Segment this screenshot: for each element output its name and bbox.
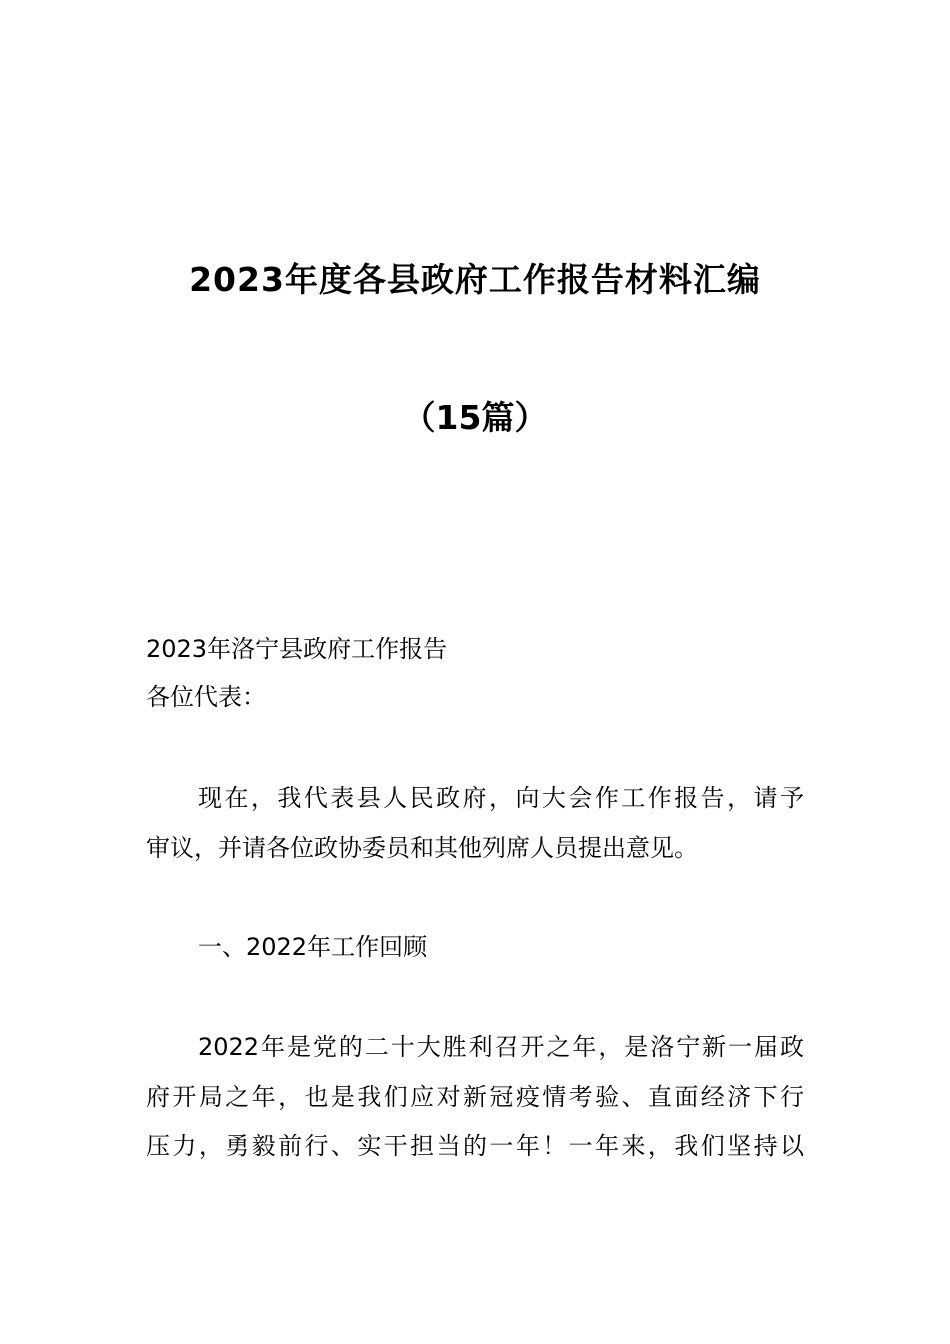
paragraph-line: 压力，勇毅前行、实干担当的一年！一年来，我们坚持以 bbox=[146, 1132, 804, 1160]
report-title: 2023年洛宁县政府工作报告 bbox=[146, 635, 448, 663]
section-heading: 一、2022年工作回顾 bbox=[198, 933, 428, 961]
paragraph-line: 2022年是党的二十大胜利召开之年，是洛宁新一届政 bbox=[198, 1033, 804, 1061]
paragraph-line: 审议，并请各位政协委员和其他列席人员提出意见。 bbox=[146, 834, 698, 862]
paragraph-line: 府开局之年，也是我们应对新冠疫情考验、直面经济下行 bbox=[146, 1083, 804, 1111]
salutation: 各位代表： bbox=[146, 683, 266, 711]
compilation-count: （15篇） bbox=[402, 398, 548, 437]
compilation-title: 2023年度各县政府工作报告材料汇编 bbox=[189, 260, 761, 299]
paragraph-line: 现在，我代表县人民政府，向大会作工作报告，请予 bbox=[198, 784, 804, 812]
